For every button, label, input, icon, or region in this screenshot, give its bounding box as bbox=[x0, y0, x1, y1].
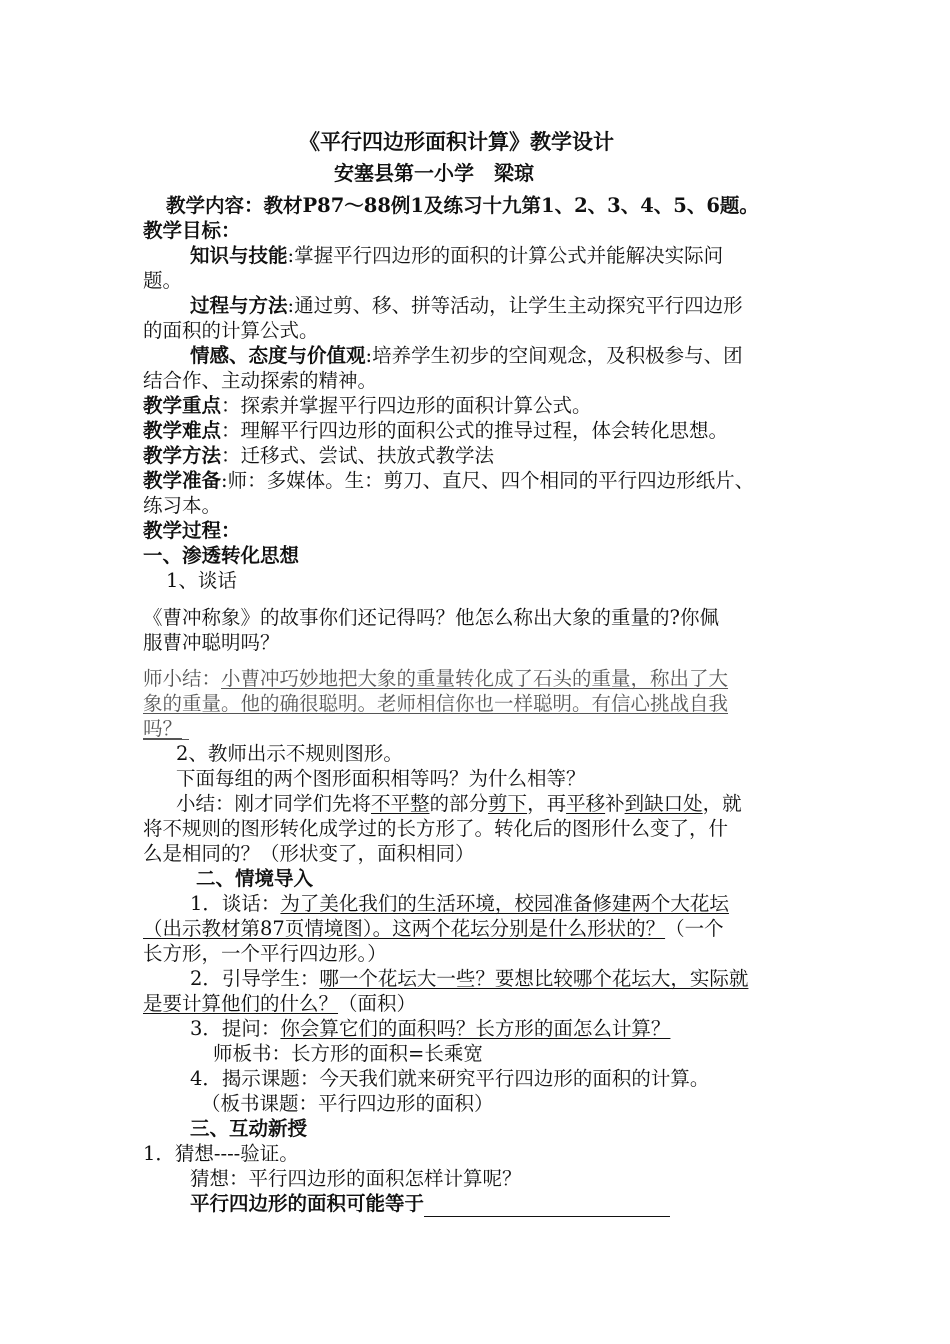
s2-item2-text: 哪一个花坛大一些？要想比较哪个花坛大，实际就 bbox=[319, 967, 749, 990]
section1-item1: 1、谈话 bbox=[166, 569, 237, 592]
s2-item2-answer: （面积） bbox=[338, 992, 417, 1015]
key-text: ：探索并掌握平行四边形的面积计算公式。 bbox=[221, 394, 592, 417]
summary2-part: 小结：刚才同学们先将 bbox=[176, 792, 372, 815]
summary2-line1 bbox=[176, 791, 742, 817]
goal3-line bbox=[190, 343, 743, 369]
summary2-cut: 剪下 bbox=[488, 792, 528, 815]
story-line1: 《曹冲称象》的故事你们还记得吗？他怎么称出大象的重量的?你佩 bbox=[143, 606, 719, 629]
guess-prompt: 平行四边形的面积可能等于 bbox=[190, 1192, 425, 1215]
s2-item1-prefix: 1．谈话： bbox=[190, 892, 281, 915]
summary1-line1 bbox=[143, 666, 728, 692]
goal1-line bbox=[190, 243, 723, 269]
s2-item1-text2: （出示教材第87页情境图）。这两个花坛分别是什么形状的？ bbox=[143, 917, 666, 940]
s2-item3-text: 你会算它们的面积吗？长方形的面怎么计算？ bbox=[280, 1017, 671, 1040]
s2-item2-prefix: 2．引导学生： bbox=[190, 967, 320, 990]
goal2-line bbox=[190, 293, 743, 319]
s2-item1-text: 为了美化我们的生活环境，校园准备修建两个大花坛 bbox=[280, 892, 729, 915]
method-line bbox=[143, 443, 494, 469]
summary1-text: 小曹冲巧妙地把大象的重量转化成了石头的重量，称出了大 bbox=[221, 667, 729, 690]
summary2-part: 的部分 bbox=[429, 792, 489, 815]
s2-item2-text2: 是要计算他们的什么？ bbox=[143, 992, 339, 1015]
guess-line: 猜想：平行四边形的面积怎样计算呢？ bbox=[190, 1167, 522, 1190]
question-equal: 下面每组的两个图形面积相等吗？为什么相等？ bbox=[176, 767, 586, 790]
summary1-underline-tail bbox=[143, 739, 189, 740]
difficulty-line bbox=[143, 418, 728, 444]
goal3-cont: 结合作、主动探索的精神。 bbox=[143, 369, 378, 392]
goal2-label: 过程与方法 bbox=[190, 294, 288, 317]
story-line2: 服曹冲聪明吗？ bbox=[143, 631, 280, 654]
goal1-cont: 题。 bbox=[143, 269, 183, 292]
method-label: 教学方法 bbox=[143, 444, 222, 467]
summary2-line3: 么是相同的？（形状变了，面积相同） bbox=[143, 842, 475, 865]
summary2-part: ，就 bbox=[702, 792, 742, 815]
section3-heading: 三、互动新授 bbox=[190, 1117, 308, 1140]
summary2-gap: 到缺口处 bbox=[624, 792, 703, 815]
summary2-line2: 将不规则的图形转化成学过的长方形了。转化后的图形什么变了，什 bbox=[143, 817, 729, 840]
guess-blank-line bbox=[190, 1191, 670, 1217]
summary2-part: ，再 bbox=[527, 792, 567, 815]
goal1-label: 知识与技能 bbox=[190, 244, 288, 267]
s2-item1-answer: （一个 bbox=[665, 917, 724, 940]
content-line: 教学内容：教材P87～88例1及练习十九第1、2、3、4、5、6题。 bbox=[166, 194, 759, 217]
summary2-uneven: 不平整 bbox=[371, 792, 430, 815]
s2-item1-line3: 长方形，一个平行四边形。） bbox=[143, 942, 387, 965]
goals-heading: 教学目标： bbox=[143, 219, 241, 242]
s2-item3-line bbox=[190, 1016, 670, 1042]
s2-item2-line2 bbox=[143, 991, 416, 1017]
board-note1: 师板书：长方形的面积=长乘宽 bbox=[213, 1042, 483, 1065]
s2-item2-line1 bbox=[190, 966, 748, 992]
section1-item2: 2、教师出示不规则图形。 bbox=[176, 742, 403, 765]
prep-cont: 练习本。 bbox=[143, 494, 222, 517]
s3-item1: 1．猜想----验证。 bbox=[143, 1142, 299, 1165]
board-note2: （板书课题：平行四边形的面积） bbox=[201, 1092, 494, 1115]
s2-item3-prefix: 3．提问： bbox=[190, 1017, 281, 1040]
section2-heading: 二、情境导入 bbox=[196, 867, 314, 890]
s2-item1-line1 bbox=[190, 891, 729, 917]
goal1-text: :掌握平行四边形的面积的计算公式并能解决实际问 bbox=[287, 244, 724, 267]
answer-blank bbox=[424, 1196, 670, 1217]
prep-line bbox=[143, 468, 754, 494]
summary1-prefix: 师小结： bbox=[143, 667, 222, 690]
summary1-line3: 吗？ bbox=[143, 717, 183, 740]
goal3-text: :培养学生初步的空间观念，及积极参与、团 bbox=[365, 344, 743, 367]
summary2-shift: 平移 bbox=[566, 792, 606, 815]
s2-item4-line: 4．揭示课题：今天我们就来研究平行四边形的面积的计算。 bbox=[190, 1067, 710, 1090]
s2-item1-line2 bbox=[143, 916, 724, 942]
diff-label: 教学难点 bbox=[143, 419, 222, 442]
goal3-label: 情感、态度与价值观 bbox=[190, 344, 366, 367]
prep-text: :师：多媒体。生：剪刀、直尺、四个相同的平行四边形纸片、 bbox=[221, 469, 755, 492]
goal2-text: :通过剪、移、拼等活动，让学生主动探究平行四边形 bbox=[287, 294, 743, 317]
process-heading: 教学过程： bbox=[143, 519, 241, 542]
summary1-line2: 象的重量。他的确很聪明。老师相信你也一样聪明。有信心挑战自我 bbox=[143, 692, 729, 715]
prep-label: 教学准备 bbox=[143, 469, 222, 492]
author-line: 安塞县第一小学 梁琼 bbox=[334, 161, 534, 185]
method-text: ：迁移式、尝试、扶放式教学法 bbox=[221, 444, 495, 467]
goal2-cont: 的面积的计算公式。 bbox=[143, 319, 319, 342]
diff-text: ：理解平行四边形的面积公式的推导过程，体会转化思想。 bbox=[221, 419, 729, 442]
key-point-line bbox=[143, 393, 592, 419]
doc-title: 《平行四边形面积计算》教学设计 bbox=[299, 129, 614, 154]
summary2-part: 补 bbox=[605, 792, 625, 815]
section1-heading: 一、渗透转化思想 bbox=[143, 544, 300, 567]
key-label: 教学重点 bbox=[143, 394, 222, 417]
